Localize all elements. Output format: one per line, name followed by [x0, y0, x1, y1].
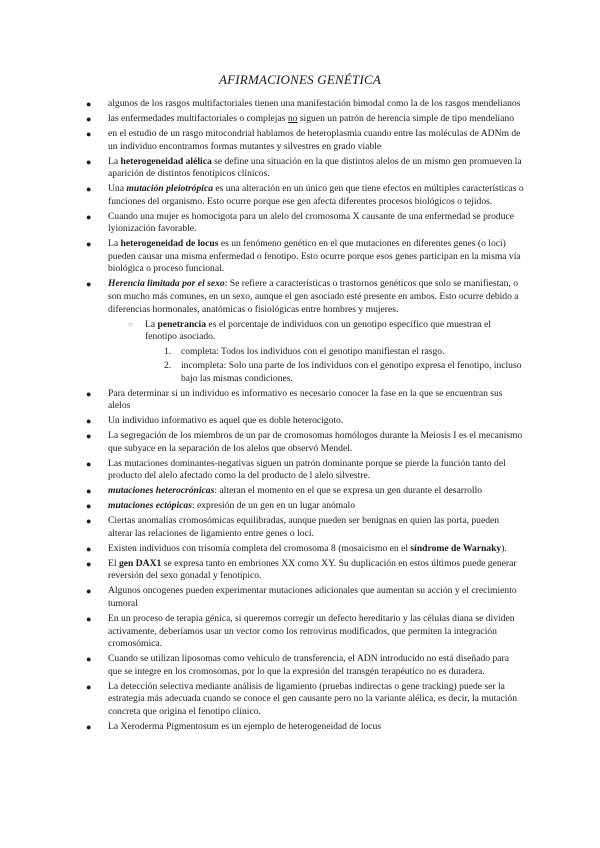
list-item: [0, 485, 600, 498]
bullet-icon: ●: [86, 486, 92, 497]
bullet-icon: ●: [86, 721, 92, 732]
bullet-icon: ●: [86, 416, 92, 427]
list-item: [0, 585, 600, 610]
item-text: Algunos oncogenes pueden experimentar mutaciones adicionales que aumentan su acción y el crecimiento tumoral: [108, 585, 517, 610]
bold-term: gen DAX1: [118, 557, 162, 569]
bullet-icon: ●: [86, 558, 92, 569]
item-text: se expresa tanto en embriones XX como XY. Su duplicación en estos últimos puede generar reversión del sexo gonadal y fenotípico.: [108, 557, 517, 582]
bold-italic-term: [108, 500, 192, 511]
item-text: Un individuo informativo es aquel que es doble heterocigoto.: [108, 415, 344, 427]
item-text: en el estudio de un rasgo mitocondrial hablamos de heteroplasmia cuando entre las moléculas de ADNm de un individuo encontramos formas mutantes y silvestres en grado viable: [108, 127, 521, 152]
bullet-icon: ●: [86, 113, 92, 124]
list-item: [0, 98, 600, 111]
bullet-icon: ●: [86, 128, 92, 139]
bold-term: síndrome de Warnaky: [410, 542, 502, 554]
item-text: es una alteración en un único gen que tiene efectos en múltiples características o funciones del organismo. Esto ocurre porque ese gen afecta diferentes procesos biológicos o tejidos.: [108, 183, 524, 207]
item-text: Existen individuos con trisomía completa del cromosoma 8 (mosaicismo en el: [108, 542, 411, 554]
bullet-icon: ●: [86, 654, 92, 665]
bold-term: heterogeneidad de locus: [120, 238, 219, 250]
item-text: Para determinar si un individuo es informativo es necesario conocer la fase en la que se encuentran sus alelos: [108, 387, 503, 412]
bold-italic-term: [108, 278, 225, 289]
item-number: 2.: [164, 360, 172, 372]
bullet-icon: ●: [86, 279, 92, 290]
item-text: La: [108, 238, 121, 250]
bold-italic-term: [108, 485, 214, 496]
item-text: En un proceso de terapia génica, si queremos corregir un defecto hereditario y las células diana se dividen activamente, deberíamos usar un vector como los retrovirus modificados, que permiten la integración cromosómica.: [108, 613, 515, 650]
term-text: mutaciones ectópicas: [108, 500, 192, 512]
bullet-icon: ●: [86, 184, 92, 195]
bullet-icon: ●: [86, 501, 92, 512]
item-text: algunos de los rasgos multifactoriales tienen una manifestación bimodal como la de los rasgos mendelianos: [108, 98, 521, 109]
list-item: [0, 515, 600, 540]
list-item: [0, 128, 600, 153]
bullet-icon: ●: [86, 431, 92, 442]
item-text: Cuando se utilizan liposomas como vehículo de transferencia, el ADN introducido no está diseñado para que se integre en los cromosomas, por lo que la expresión del transgén terapéutico no es duradera.: [108, 653, 509, 677]
item-text: Las mutaciones dominantes-negativas siguen un patrón dominante porque se pierde la función tanto del producto del alelo afectado como la del producto de l alelo silvestre.: [108, 457, 506, 482]
bullet-icon: ●: [86, 543, 92, 554]
item-text: incompleta: Solo una parte de los individuos con el genotipo expresa el fenotipo, incluso bajo las mismas condiciones.: [181, 360, 522, 384]
list-item: [0, 156, 600, 181]
item-text: Una: [108, 183, 127, 195]
list-item: [0, 653, 600, 678]
list-item: [0, 238, 600, 276]
numbered-item: [0, 360, 600, 385]
bullet-icon: ●: [86, 586, 92, 597]
list-item: [0, 558, 600, 583]
list-item: [0, 183, 600, 208]
item-text: La: [145, 318, 158, 330]
numbered-item: [0, 346, 600, 359]
item-text: es el porcentaje de individuos con un genotipo específico que muestran el fenotipo asociado.: [145, 318, 492, 343]
bullet-icon: ●: [86, 681, 92, 692]
item-text: La Xeroderma Pigmentosum es un ejemplo de heterogeneidad de locus: [108, 720, 382, 732]
bullet-icon: ●: [86, 458, 92, 469]
item-number: 1.: [164, 345, 172, 357]
item-text: : Se refiere a características o trastornos genéticos que solo se manifiestan, o son mucho más comunes, en un sexo, aunque el gen asociado esté presente en ambos. Esto ocurre debido a diferencias hormonales, anatómicas o fisiológicas entre hombres y mujeres.: [108, 278, 519, 315]
list-item: [0, 458, 600, 483]
item-text: Cuando una mujer es homocigota para un alelo del cromosoma X causante de una enfermedad se produce lyionización favorable.: [108, 210, 514, 235]
list-item: [0, 415, 600, 428]
item-text: La: [108, 155, 121, 167]
list-item: [0, 681, 600, 719]
term-text: mutación pleiotrópica: [126, 183, 214, 195]
bold-term: heterogeneidad alélica: [120, 155, 212, 167]
bullet-icon: ●: [86, 99, 92, 109]
bullet-icon: ●: [86, 239, 92, 250]
item-text: Ciertas anomalías cromosómicas equilibradas, aunque pueden ser benignas en quien las porta, pueden alterar las relaciones de ligamiento entre genes o loci.: [108, 515, 500, 539]
bullet-icon: ●: [86, 156, 92, 167]
underlined-word: no: [287, 112, 298, 124]
bold-italic-term: [126, 183, 213, 194]
bullet-icon: ●: [86, 614, 92, 624]
list-item: [0, 113, 600, 126]
list-item: [0, 278, 600, 316]
statement-list: [0, 98, 600, 736]
sub-list-item: [0, 319, 600, 344]
list-item: [0, 430, 600, 455]
list-item: [0, 211, 600, 236]
list-item: [0, 613, 600, 651]
item-text: : expresión de un gen en un lugar anómalo: [191, 500, 355, 512]
list-item: [0, 543, 600, 556]
item-text: siguen un patrón de herencia simple de tipo mendeliano: [297, 112, 515, 124]
bullet-icon: ●: [86, 388, 92, 399]
term-text: mutaciones heterocrónicas: [108, 485, 215, 497]
bullet-icon: ●: [86, 211, 92, 222]
item-text: ).: [501, 542, 507, 554]
item-text: completa: Todos los individuos con el genotipo manifiestan el rasgo.: [181, 345, 445, 357]
item-text: se define una situación en la que distintos alelos de un mismo gen promueven la aparición de distintos fenotípicos clínicos.: [108, 155, 522, 180]
list-item: [0, 500, 600, 513]
item-text: La segregación de los miembros de un par de cromosomas homólogos durante la Meiosis I es el mecanismo que subyace en la separación de los alelos que observó Mendel.: [108, 430, 523, 454]
bold-term: penetrancia: [157, 318, 207, 330]
item-text: es un fenómeno genético en el que mutaciones en diferentes genes (o loci) pueden causar una misma enfermedad o fenotipo. Esto ocurre porque esos genes participan en la misma vía biológica o proceso funcional.: [108, 238, 521, 275]
item-text: El: [108, 557, 119, 569]
page-title: AFIRMACIONES GENÉTICA: [219, 72, 381, 87]
list-item: [0, 388, 600, 413]
item-text: La detección selectiva mediante análisis de ligamiento (pruebas indirectas o gene tracking) puede ser la estrategia más adecuada cuando se conoce el gen causante pero no la variante alélica, es decir, la mutación concreta que origina el fenotipo clínico.: [108, 680, 518, 717]
item-text: : alteran el momento en el que se expresa un gen durante el desarrollo: [214, 485, 483, 497]
list-item: [0, 721, 600, 734]
hollow-bullet-icon: ○: [128, 319, 133, 329]
item-text: las enfermedades multifactoriales o complejas: [108, 112, 288, 124]
term-text: Herencia limitada por el sexo: [108, 278, 225, 290]
bullet-icon: ●: [86, 516, 92, 527]
